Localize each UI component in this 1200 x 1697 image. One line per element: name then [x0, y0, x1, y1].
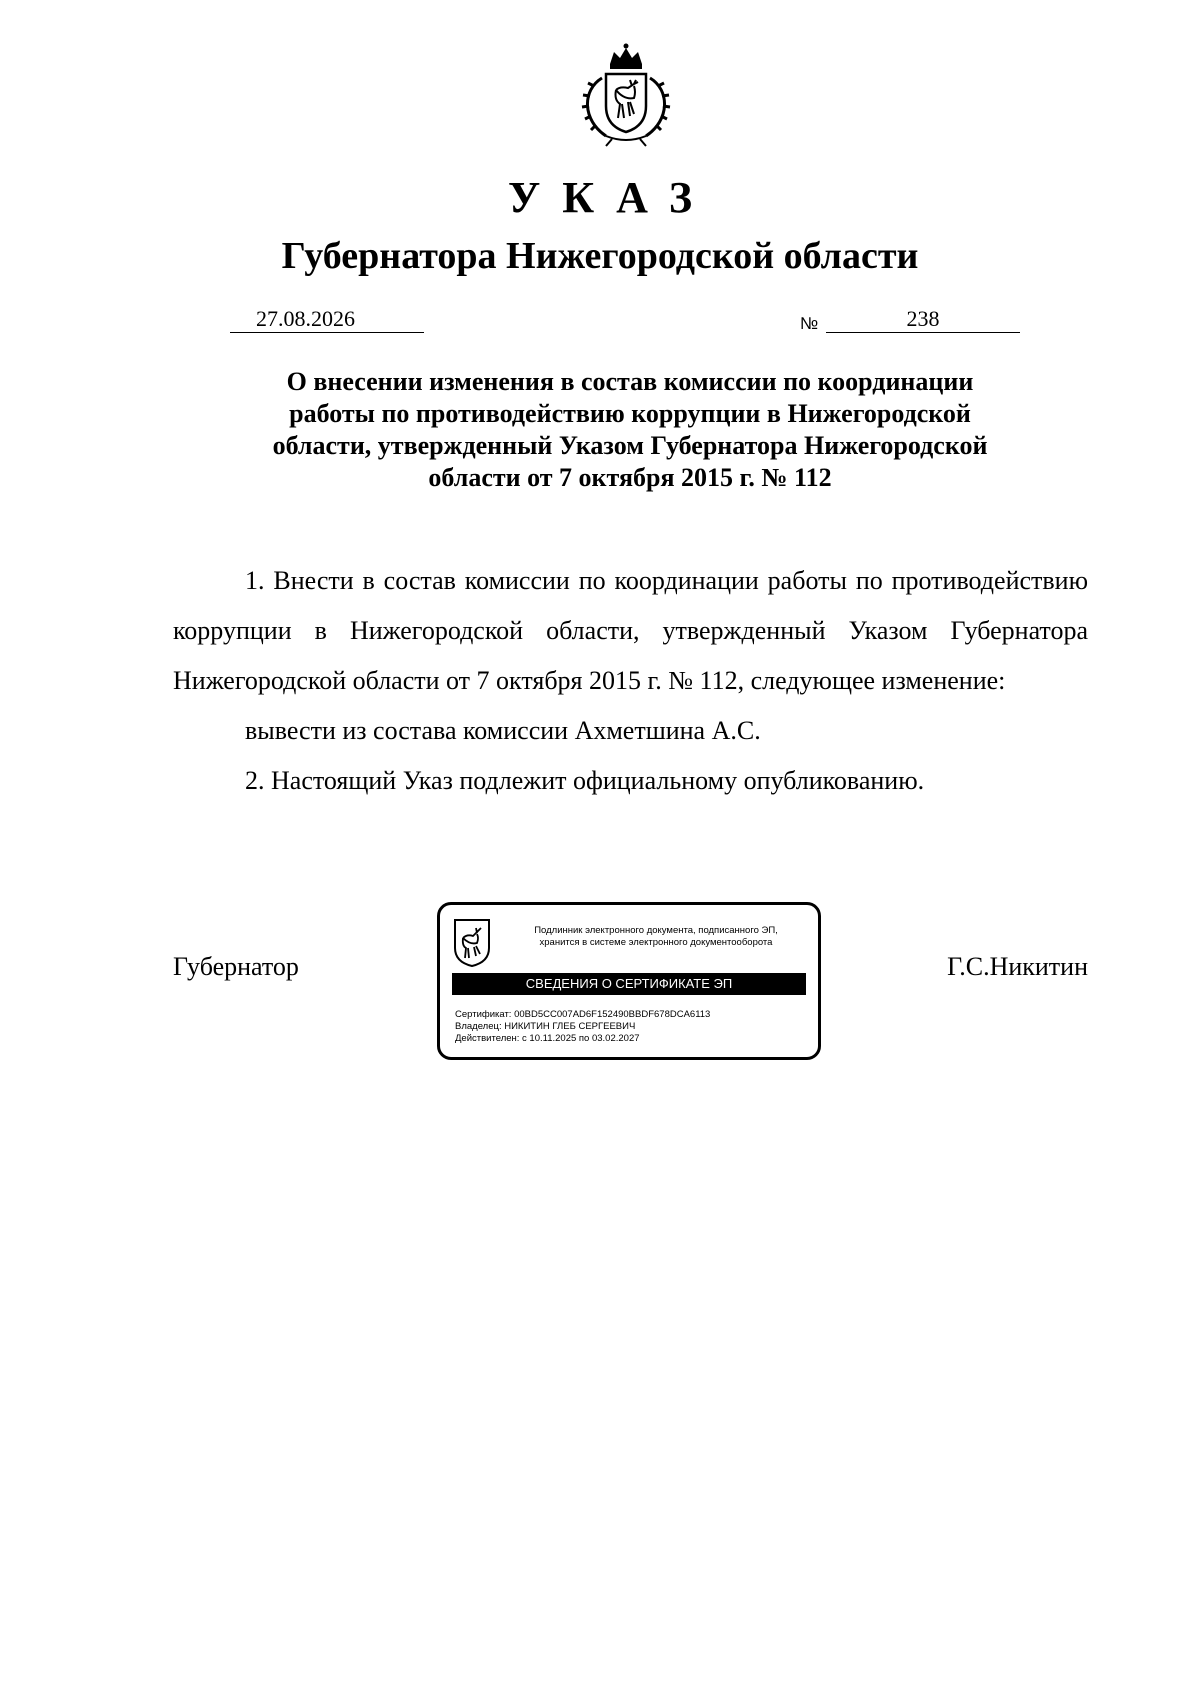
stamp-note	[502, 925, 810, 949]
document-heading	[200, 366, 1060, 494]
heading-line: области от 7 октября 2015 г. № 112	[428, 463, 832, 492]
stamp-header: СВЕДЕНИЯ О СЕРТИФИКАТЕ ЭП	[452, 973, 806, 995]
electronic-signature-stamp	[437, 902, 821, 1060]
certificate-validity: Действителен: с 10.11.2025 по 03.02.2027	[455, 1033, 640, 1044]
paragraph: 2. Настоящий Указ подлежит официальному опубликованию.	[245, 766, 925, 795]
document-date: 27.08.2026	[230, 306, 424, 333]
number-label: №	[800, 314, 819, 333]
certificate-owner: Владелец: НИКИТИН ГЛЕБ СЕРГЕЕВИЧ	[455, 1021, 636, 1032]
document-subtitle: Губернатора Нижегородской области	[281, 235, 919, 277]
heading-line: О внесении изменения в состав комиссии по координации	[286, 367, 974, 396]
coat-of-arms-icon	[572, 40, 680, 148]
heading-line: области, утвержденный Указом Губернатора Нижегородской	[272, 431, 988, 460]
paragraph: 1. Внести в состав комиссии по координации работы по противодействию коррупции в Нижегородской области, утвержденный Указом Губернатора Нижегородской области от 7 октября 2015 г. № 112, следующее изменение:	[173, 566, 1088, 695]
stamp-note-line: Подлинник электронного документа, подписанного ЭП,	[534, 925, 778, 936]
signer-name: Г.С.Никитин	[947, 952, 1088, 981]
heading-line: работы по противодействию коррупции в Нижегородской	[289, 399, 971, 428]
document-body	[173, 556, 1088, 806]
paragraph: вывести из состава комиссии Ахметшина А.С.	[245, 716, 761, 745]
document-number: 238	[826, 306, 1020, 333]
deer-emblem-icon	[453, 918, 491, 968]
stamp-details	[455, 1009, 710, 1045]
stamp-note-line: хранится в системе электронного документооборота	[539, 937, 773, 948]
document-title: УКАЗ	[507, 173, 715, 222]
certificate-id: Сертификат: 00BD5CC007AD6F152490BBDF678DCA6113	[455, 1009, 711, 1020]
signer-title: Губернатор	[173, 952, 299, 981]
